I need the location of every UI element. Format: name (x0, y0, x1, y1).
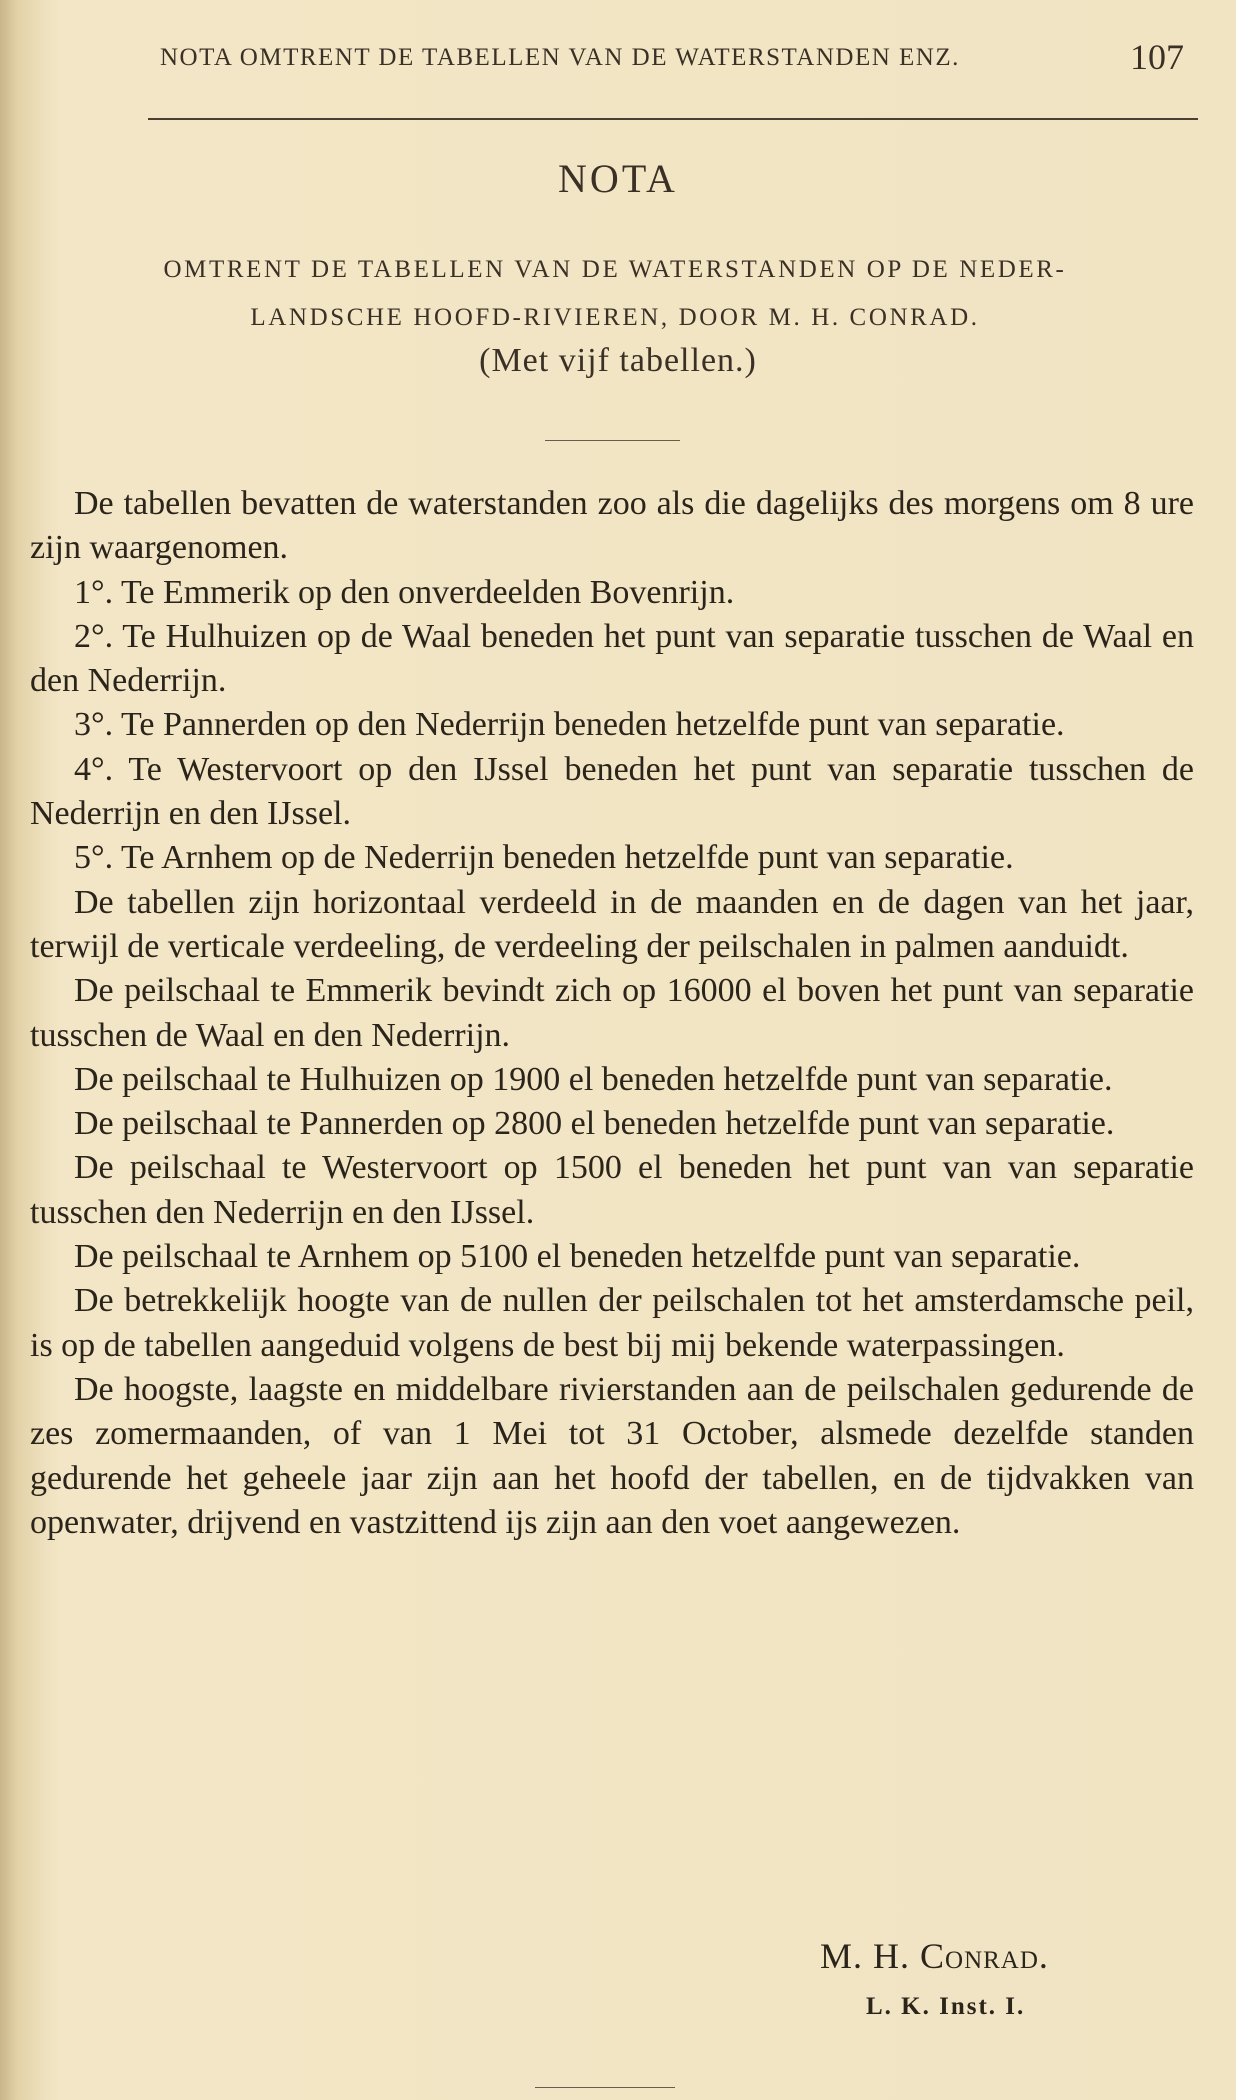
title-separator-rule (545, 440, 680, 441)
paragraph-item-5: 5°. Te Arnhem op de Nederrijn beneden hetzelfde punt van separatie. (74, 839, 1014, 877)
subtitle-line-2: LANDSCHE HOOFD-RIVIEREN, DOOR M. H. CONRAD. (250, 304, 980, 331)
tables-note: (Met vijf tabellen.) (479, 342, 757, 379)
body-text (30, 482, 1194, 1545)
running-head: NOTA OMTRENT DE TABELLEN VAN DE WATERSTANDEN ENZ. (160, 44, 960, 71)
paragraph-westervoort: De peilschaal te Westervoort op 1500 el beneden het punt van van separatie tusschen den Nederrijn en den IJssel. (30, 1149, 1194, 1231)
paragraph-intro: De tabellen bevatten de waterstanden zoo als die dagelijks des morgens om 8 ure zijn waargenomen. (30, 485, 1194, 567)
header-rule (148, 118, 1198, 120)
paragraph-extremes: De hoogste, laagste en middelbare rivierstanden aan de peilschalen gedurende de zes zomermaanden, of van 1 Mei tot 31 October, alsmede dezelfde standen gedurende het geheele jaar zijn aan het hoofd der tabellen, en de tijdvakken van openwater, drijvend en vastzittend ijs zijn aan den voet aangewezen. (30, 1370, 1194, 1541)
signature-surname: Conrad. (920, 1936, 1049, 1976)
paragraph-emmerik: De peilschaal te Emmerik bevindt zich op 16000 el boven het punt van separatie tusschen de Waal en den Nederrijn. (30, 972, 1194, 1054)
paragraph-heights: De betrekkelijk hoogte van de nullen der peilschalen tot het amsterdamsche peil, is op de tabellen aangeduid volgens de best bij mij bekende waterpassingen. (30, 1282, 1194, 1364)
page-number: 107 (1130, 37, 1184, 77)
paragraph-division: De tabellen zijn horizontaal verdeeld in de maanden en de dagen van het jaar, terwijl de verticale verdeeling, de verdeeling der peilschalen in palmen aanduidt. (30, 883, 1194, 965)
paragraph-item-4: 4°. Te Westervoort op den IJssel beneden het punt van separatie tusschen de Nederrijn en den IJssel. (30, 750, 1194, 833)
author-affiliation: L. K. Inst. I. (866, 1993, 1026, 2020)
paragraph-item-3: 3°. Te Pannerden op den Nederrijn beneden hetzelfde punt van separatie. (74, 706, 1065, 744)
paragraph-pannerden: De peilschaal te Pannerden op 2800 el beneden hetzelfde punt van separatie. (74, 1105, 1115, 1143)
paragraph-hulhuizen: De peilschaal te Hulhuizen op 1900 el beneden hetzelfde punt van separatie. (74, 1060, 1113, 1098)
subtitle-line-1: OMTRENT DE TABELLEN VAN DE WATERSTANDEN OP DE NEDER- (163, 256, 1067, 283)
paragraph-item-1: 1°. Te Emmerik op den onverdeelden Bovenrijn. (74, 573, 735, 611)
paragraph-arnhem: De peilschaal te Arnhem op 5100 el beneden hetzelfde punt van separatie. (74, 1238, 1081, 1276)
paragraph-item-2: 2°. Te Hulhuizen op de Waal beneden het punt van separatie tusschen de Waal en den Nederrijn. (30, 617, 1194, 700)
signature-initials: M. H. (820, 1936, 911, 1976)
article-subtitle (40, 246, 1190, 342)
article-title: NOTA (558, 156, 678, 201)
footer-rule (535, 2087, 675, 2088)
author-signature (820, 1935, 1049, 1977)
